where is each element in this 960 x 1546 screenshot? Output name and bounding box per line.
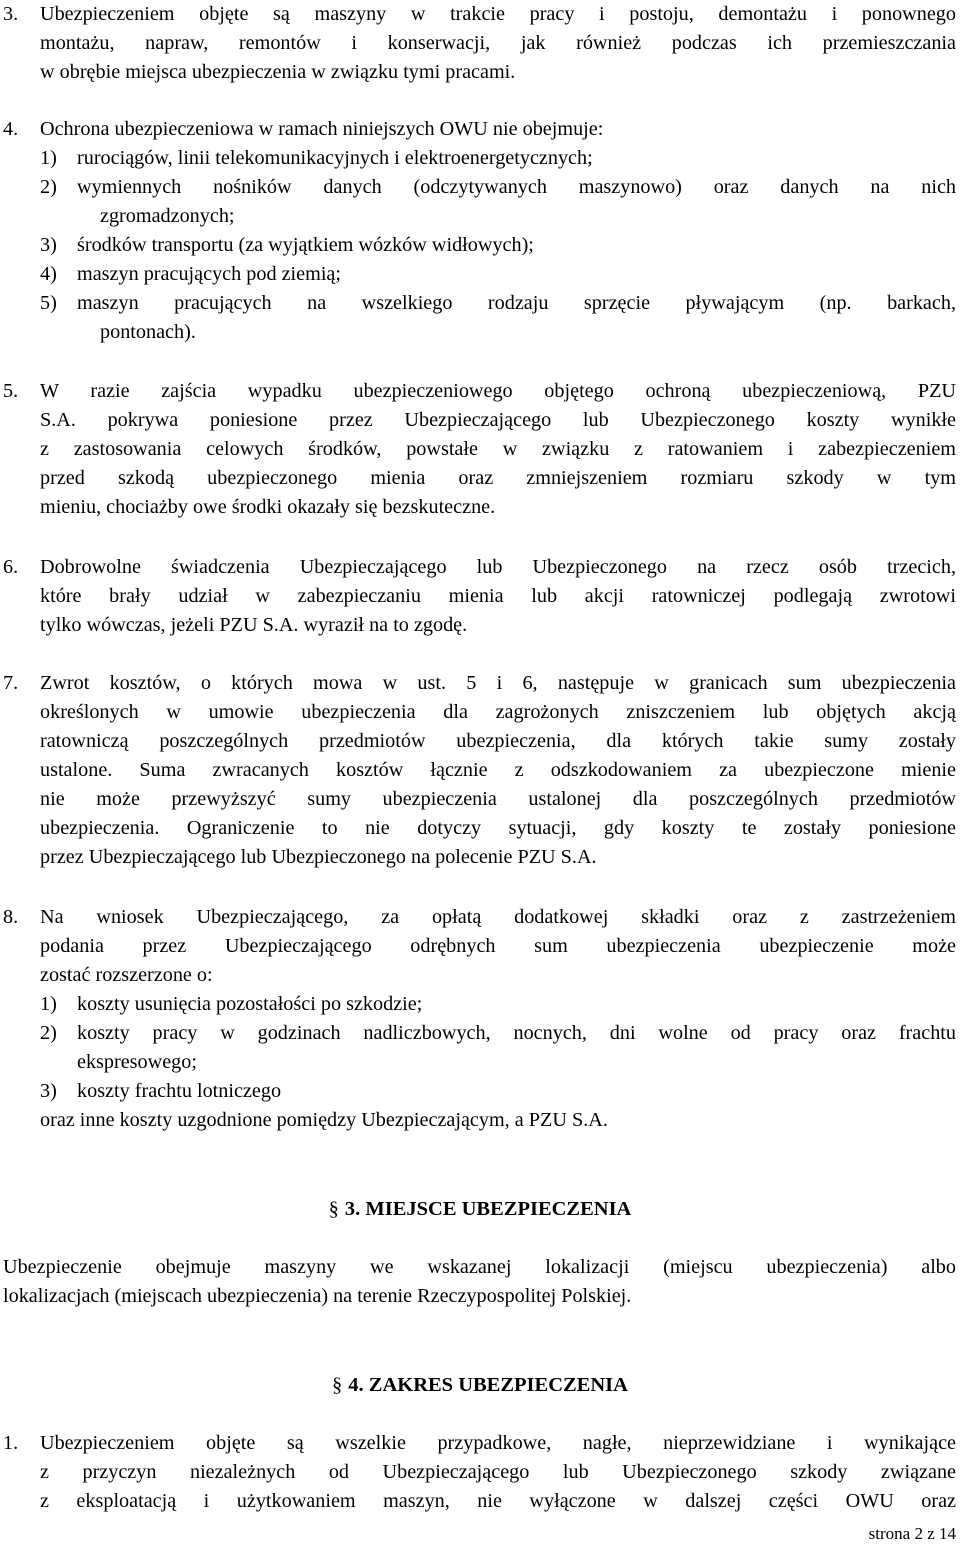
sub-item-line: maszyn pracujących pod ziemią; (77, 263, 342, 285)
paragraph-line: Ochrona ubezpieczeniowa w ramach niniejszych OWU nie obejmuje: (40, 118, 604, 140)
sub-item-line: pontonach). (100, 321, 196, 343)
paragraph-line: lokalizacjach (miejscach ubezpieczenia) na terenie Rzeczypospolitej Polskiej. (3, 1285, 632, 1307)
section-symbol: § (328, 1198, 339, 1220)
sub-item-line: rurociągów, linii telekomunikacyjnych i elektroenergetycznych; (77, 147, 593, 169)
paragraph-line: S.A. pokrywa poniesione przez Ubezpieczającego lub Ubezpieczonego koszty wynikłe (40, 409, 956, 431)
paragraph-line: Ubezpieczeniem objęte są wszelkie przypadkowe, nagłe, nieprzewidziane i wynikające (40, 1432, 956, 1454)
item-number: 5. (3, 380, 19, 402)
paragraph-line: przed szkodą ubezpieczonego mienia oraz zmniejszeniem rozmiaru szkody w tym (40, 467, 956, 489)
sub-item-line: koszty pracy w godzinach nadliczbowych, nocnych, dni wolne od pracy oraz frachtu (77, 1022, 956, 1044)
sub-item-line: zgromadzonych; (100, 205, 235, 227)
item-number: 3. (3, 3, 19, 25)
section-title: 4. ZAKRES UBEZPIECZENIA (348, 1374, 628, 1396)
paragraph-line: przez Ubezpieczającego lub Ubezpieczonego na polecenie PZU S.A. (40, 846, 597, 868)
paragraph-line: Ubezpieczenie obejmuje maszyny we wskazanej lokalizacji (miejscu ubezpieczenia) albo (3, 1256, 956, 1278)
sub-item-number: 2) (40, 176, 57, 198)
paragraph-line: tylko wówczas, jeżeli PZU S.A. wyraził na to zgodę. (40, 614, 468, 636)
paragraph-line: Ubezpieczeniem objęte są maszyny w trakcie pracy i postoju, demontażu i ponownego (40, 3, 956, 25)
section-symbol: § (332, 1374, 343, 1396)
sub-item-line: koszty usunięcia pozostałości po szkodzie; (77, 993, 423, 1015)
section-heading (0, 1194, 960, 1224)
paragraph-line: z zastosowania celowych środków, powstałe w związku z ratowaniem i zabezpieczeniem (40, 438, 956, 460)
item-number: 8. (3, 906, 19, 928)
sub-item-line: maszyn pracujących na wszelkiego rodzaju sprzęcie pływającym (np. barkach, (77, 292, 956, 314)
paragraph-line: podania przez Ubezpieczającego odrębnych sum ubezpieczenia ubezpieczenie może (40, 935, 956, 957)
section-title: 3. MIEJSCE UBEZPIECZENIA (344, 1198, 632, 1220)
paragraph-line: określonych w umowie ubezpieczenia dla zagrożonych zniszczeniem lub objętych akcją (40, 701, 956, 723)
paragraph-line: które brały udział w zabezpieczaniu mienia lub akcji ratowniczej podlegają zwrotowi (40, 585, 956, 607)
paragraph-line: zostać rozszerzone o: (40, 964, 213, 986)
sub-item-number: 4) (40, 263, 57, 285)
paragraph-line: z przyczyn niezależnych od Ubezpieczającego lub Ubezpieczonego szkody związane (40, 1461, 956, 1483)
item-number: 6. (3, 556, 19, 578)
item-number: 4. (3, 118, 19, 140)
paragraph-line: oraz inne koszty uzgodnione pomiędzy Ubezpieczającym, a PZU S.A. (40, 1109, 608, 1131)
sub-item-number: 3) (40, 1080, 57, 1102)
paragraph-line: nie może przewyższyć sumy ubezpieczenia ustalonej dla poszczególnych przedmiotów (40, 788, 956, 810)
paragraph-line: Zwrot kosztów, o których mowa w ust. 5 i 6, następuje w granicach sum ubezpieczenia (40, 672, 956, 694)
sub-item-number: 1) (40, 147, 57, 169)
item-number: 7. (3, 672, 19, 694)
sub-item-number: 1) (40, 993, 57, 1015)
paragraph-line: Dobrowolne świadczenia Ubezpieczającego lub Ubezpieczonego na rzecz osób trzecich, (40, 556, 956, 578)
paragraph-line: W razie zajścia wypadku ubezpieczeniowego objętego ochroną ubezpieczeniową, PZU (40, 380, 956, 402)
paragraph-line: ratowniczą poszczególnych przedmiotów ubezpieczenia, dla których takie sumy zostały (40, 730, 956, 752)
paragraph-line: ubezpieczenia. Ograniczenie to nie dotyczy sytuacji, gdy koszty te zostały poniesione (40, 817, 956, 839)
sub-item-line: wymiennych nośników danych (odczytywanych maszynowo) oraz danych na nich (77, 176, 956, 198)
sub-item-line: środków transportu (za wyjątkiem wózków widłowych); (77, 234, 534, 256)
page-number: strona 2 z 14 (868, 1524, 956, 1543)
sub-item-line: ekspresowego; (77, 1051, 197, 1073)
paragraph-line: z eksploatacją i użytkowaniem maszyn, nie wyłączone w dalszej części OWU oraz (40, 1490, 956, 1512)
item-number: 1. (3, 1432, 19, 1454)
sub-item-number: 2) (40, 1022, 57, 1044)
paragraph-line: ustalone. Suma zwracanych kosztów łącznie z odszkodowaniem za ubezpieczone mienie (40, 759, 956, 781)
sub-item-line: koszty frachtu lotniczego (77, 1080, 282, 1102)
sub-item-number: 5) (40, 292, 57, 314)
paragraph-line: Na wniosek Ubezpieczającego, za opłatą dodatkowej składki oraz z zastrzeżeniem (40, 906, 956, 928)
paragraph-line: mieniu, chociażby owe środki okazały się bezskuteczne. (40, 496, 496, 518)
sub-item-number: 3) (40, 234, 57, 256)
section-heading (0, 1370, 960, 1400)
paragraph-line: w obrębie miejsca ubezpieczenia w związku tymi pracami. (40, 61, 516, 83)
paragraph-line: montażu, napraw, remontów i konserwacji, jak również podczas ich przemieszczania (40, 32, 956, 54)
